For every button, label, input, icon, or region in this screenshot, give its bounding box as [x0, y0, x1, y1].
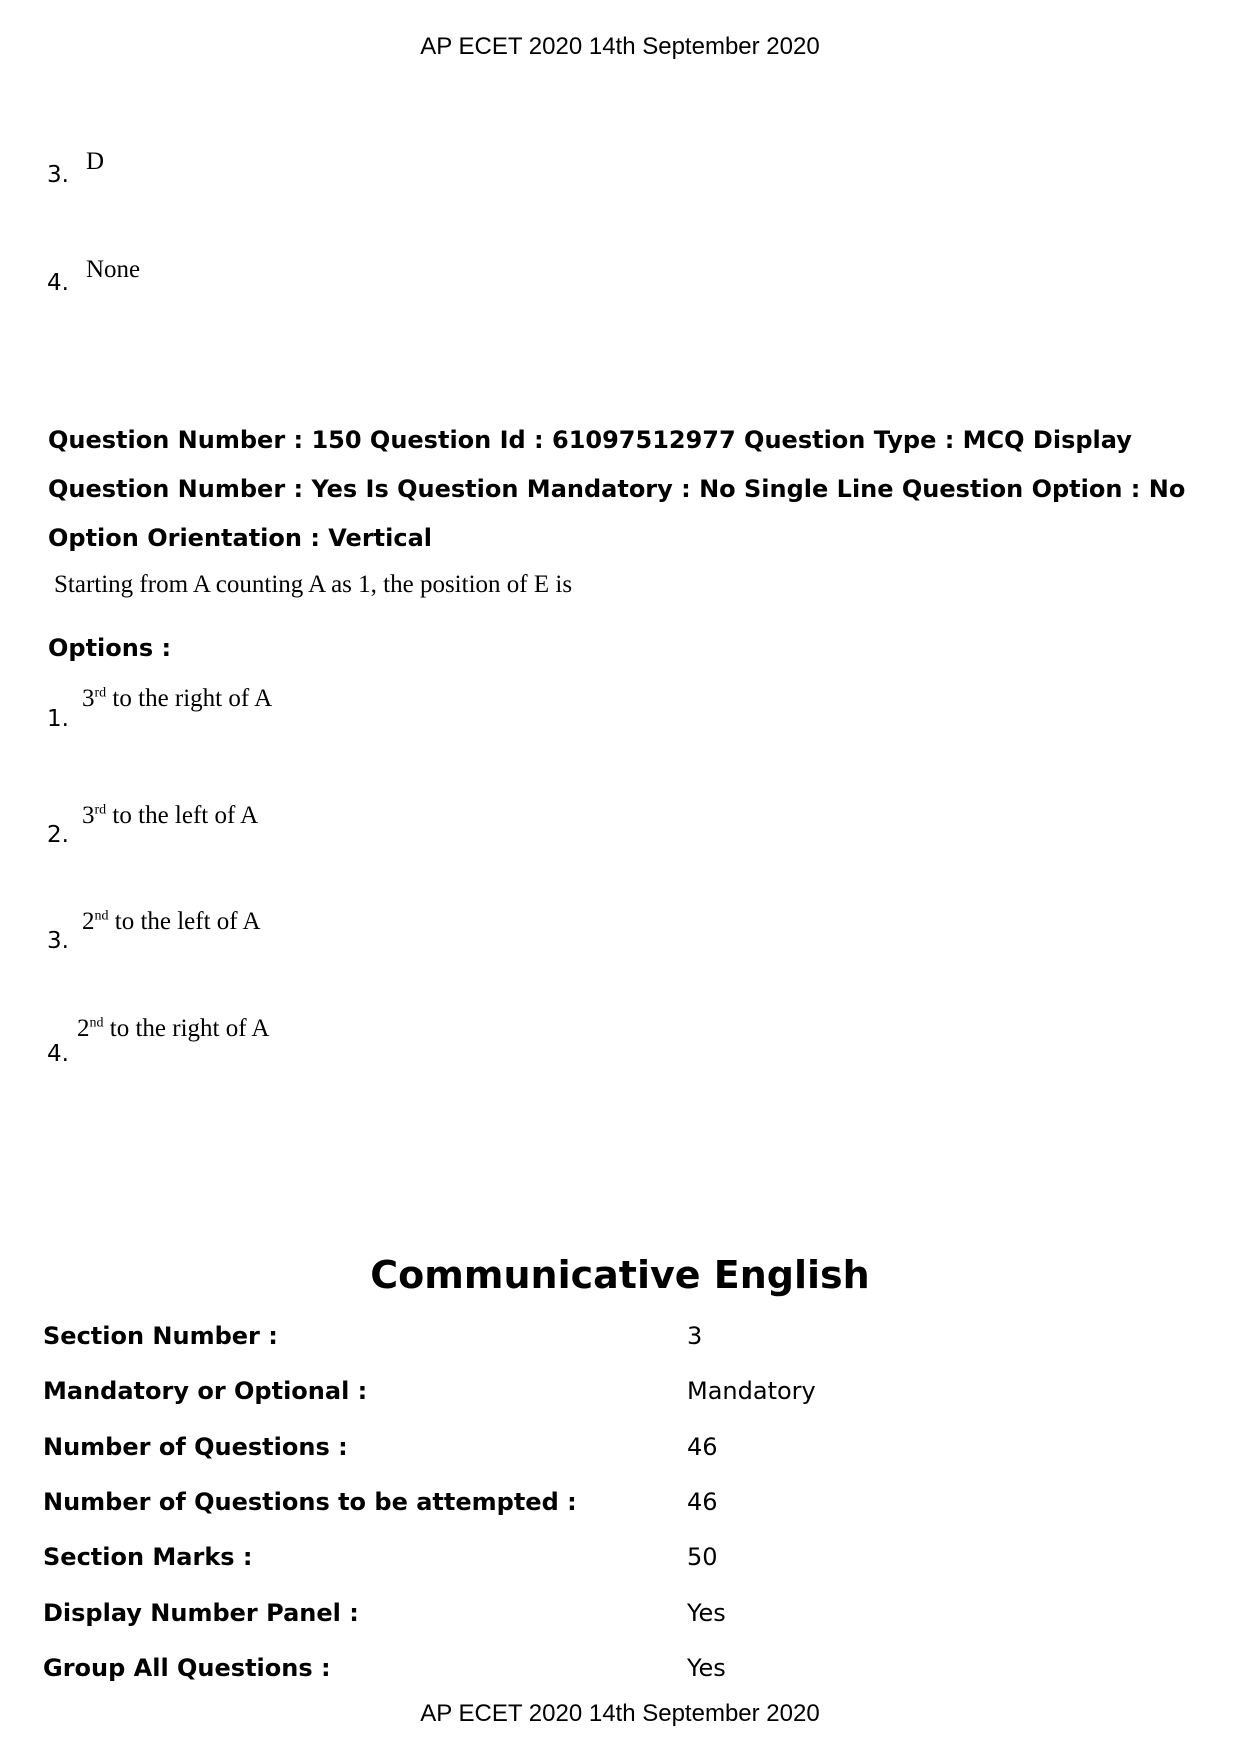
- section-row-label: Group All Questions :: [43, 1654, 331, 1682]
- section-row-label: Number of Questions :: [43, 1433, 348, 1461]
- section-row-value: Mandatory: [687, 1377, 816, 1405]
- section-title: Communicative English: [370, 1253, 870, 1297]
- option-number: 3.: [47, 928, 69, 954]
- section-row-label: Mandatory or Optional :: [43, 1377, 368, 1405]
- question-text: Starting from A counting A as 1, the position of E is: [54, 571, 573, 598]
- option-number: 4.: [47, 1041, 69, 1067]
- section-row-value: Yes: [687, 1654, 726, 1682]
- section-row-label: Section Marks :: [43, 1543, 253, 1571]
- section-row-label: Display Number Panel :: [43, 1599, 359, 1627]
- section-row-value: 50: [687, 1543, 718, 1571]
- section-row-value: 3: [687, 1322, 703, 1350]
- option-number: 2.: [47, 822, 69, 848]
- options-label: Options :: [48, 634, 172, 662]
- section-row-value: Yes: [687, 1599, 726, 1627]
- option-text: 3rd to the left of A: [82, 802, 259, 829]
- page-header: AP ECET 2020 14th September 2020: [420, 33, 820, 60]
- option-text: 2nd to the right of A: [77, 1015, 270, 1042]
- section-row-label: Section Number :: [43, 1322, 278, 1350]
- prev-option-number: 4.: [47, 270, 69, 296]
- page-footer: AP ECET 2020 14th September 2020: [420, 1700, 820, 1727]
- prev-option-text: None: [86, 256, 141, 283]
- option-text: 3rd to the right of A: [82, 685, 273, 712]
- prev-option-number: 3.: [47, 162, 69, 188]
- section-row-label: Number of Questions to be attempted :: [43, 1488, 577, 1516]
- prev-option-text: D: [86, 148, 105, 175]
- option-text: 2nd to the left of A: [82, 908, 261, 935]
- question-meta: Question Number : 150 Question Id : 61097512977 Question Type : MCQ Display Question Number : Yes Is Question Mandatory : No Single Line Question Option : No Option Orientation : Vertical: [48, 426, 1186, 552]
- section-row-value: 46: [687, 1488, 718, 1516]
- option-number: 1.: [47, 706, 69, 732]
- section-row-value: 46: [687, 1433, 718, 1461]
